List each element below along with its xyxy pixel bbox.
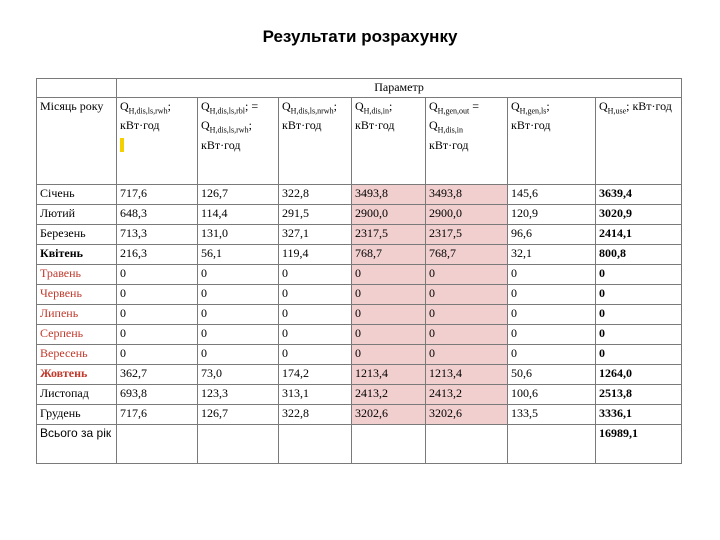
header-subscript: H,dis,in <box>437 125 464 135</box>
value-cell: 120,9 <box>508 205 596 225</box>
param-header: Параметр <box>117 79 682 98</box>
table-row <box>37 385 682 405</box>
table-row <box>37 345 682 365</box>
month-cell: Червень <box>37 285 117 305</box>
value-cell: 216,3 <box>117 245 198 265</box>
value-cell: 0 <box>279 285 352 305</box>
value-cell: 73,0 <box>198 365 279 385</box>
value-cell: 3202,6 <box>426 405 508 425</box>
col-header-q-dis-ls-rbl <box>198 98 279 185</box>
param-corner-cell <box>37 79 117 98</box>
value-cell: 50,6 <box>508 365 596 385</box>
value-cell: 768,7 <box>352 245 426 265</box>
value-cell: 0 <box>352 305 426 325</box>
header-subscript: H,gen,out <box>437 106 470 116</box>
value-cell: 713,3 <box>117 225 198 245</box>
value-cell: 0 <box>596 325 682 345</box>
value-cell: 2317,5 <box>426 225 508 245</box>
value-cell: 0 <box>352 265 426 285</box>
month-cell: Жовтень <box>37 365 117 385</box>
value-cell: 0 <box>508 325 596 345</box>
header-symbol: Q <box>355 99 364 113</box>
header-unit: ; кВт·год <box>626 99 672 113</box>
value-cell: 0 <box>426 285 508 305</box>
value-cell: 3202,6 <box>352 405 426 425</box>
value-cell: 800,8 <box>596 245 682 265</box>
value-cell: 56,1 <box>198 245 279 265</box>
value-cell: 0 <box>279 265 352 285</box>
marker-icon <box>120 138 124 152</box>
header-symbol: Q <box>282 99 291 113</box>
value-cell: 0 <box>198 305 279 325</box>
value-cell: 0 <box>352 345 426 365</box>
col-header-q-gen-ls <box>508 98 596 185</box>
value-cell: 322,8 <box>279 185 352 205</box>
value-cell: 2900,0 <box>426 205 508 225</box>
month-cell: Серпень <box>37 325 117 345</box>
value-cell: 174,2 <box>279 365 352 385</box>
value-cell: 2513,8 <box>596 385 682 405</box>
value-cell: 0 <box>352 325 426 345</box>
value-cell: 126,7 <box>198 185 279 205</box>
header-symbol: Q <box>429 99 438 113</box>
value-cell: 123,3 <box>198 385 279 405</box>
value-cell: 0 <box>279 305 352 325</box>
value-cell: 0 <box>198 325 279 345</box>
table-row <box>37 225 682 245</box>
month-cell: Липень <box>37 305 117 325</box>
table-row <box>37 245 682 265</box>
value-cell: 0 <box>117 345 198 365</box>
value-cell: 693,8 <box>117 385 198 405</box>
header-unit: кВт·год <box>429 137 469 152</box>
value-cell: 114,4 <box>198 205 279 225</box>
value-cell: 327,1 <box>279 225 352 245</box>
value-cell: 1213,4 <box>426 365 508 385</box>
total-label: Всього за рік <box>37 425 117 464</box>
table-row <box>37 325 682 345</box>
value-cell: 100,6 <box>508 385 596 405</box>
value-cell: 0 <box>508 265 596 285</box>
empty-cell <box>198 425 279 464</box>
value-cell: 0 <box>508 285 596 305</box>
header-symbol: Q <box>120 99 129 113</box>
empty-cell <box>426 425 508 464</box>
month-cell: Травень <box>37 265 117 285</box>
value-cell: 0 <box>117 325 198 345</box>
col-header-q-gen-out <box>426 98 508 185</box>
value-cell: 0 <box>596 285 682 305</box>
header-subscript: H,dis,in <box>363 106 390 116</box>
value-cell: 0 <box>198 265 279 285</box>
value-cell: 2413,2 <box>426 385 508 405</box>
header-unit: ; кВт·год <box>282 99 337 133</box>
header-unit: = Q <box>429 99 480 133</box>
page-title: Результати розрахунку <box>262 27 458 46</box>
header-unit: ; кВт·год <box>120 99 171 133</box>
value-cell: 768,7 <box>426 245 508 265</box>
value-cell: 145,6 <box>508 185 596 205</box>
header-symbol: Q <box>599 99 608 113</box>
value-cell: 0 <box>198 345 279 365</box>
value-cell: 0 <box>279 345 352 365</box>
table-row <box>37 305 682 325</box>
value-cell: 362,7 <box>117 365 198 385</box>
header-unit: ; кВт·год <box>355 99 395 133</box>
col-header-q-dis-ls-rwh <box>117 98 198 185</box>
total-row <box>37 425 682 464</box>
table-row <box>37 185 682 205</box>
value-cell: 0 <box>508 345 596 365</box>
results-table <box>36 78 682 464</box>
month-cell: Вересень <box>37 345 117 365</box>
value-cell: 0 <box>426 305 508 325</box>
column-header-row <box>37 98 682 185</box>
value-cell: 1264,0 <box>596 365 682 385</box>
value-cell: 96,6 <box>508 225 596 245</box>
month-cell: Березень <box>37 225 117 245</box>
value-cell: 32,1 <box>508 245 596 265</box>
header-symbol: Q <box>201 99 210 113</box>
value-cell: 126,7 <box>198 405 279 425</box>
value-cell: 717,6 <box>117 185 198 205</box>
total-value: 16989,1 <box>596 425 682 464</box>
value-cell: 291,5 <box>279 205 352 225</box>
table-row <box>37 265 682 285</box>
month-cell: Лютий <box>37 205 117 225</box>
value-cell: 131,0 <box>198 225 279 245</box>
value-cell: 3639,4 <box>596 185 682 205</box>
header-unit: ; кВт·год <box>511 99 551 133</box>
table-row <box>37 405 682 425</box>
value-cell: 0 <box>279 325 352 345</box>
value-cell: 0 <box>596 305 682 325</box>
header-subscript: H,dis,ls,rwh <box>209 125 249 135</box>
month-cell: Квітень <box>37 245 117 265</box>
header-subscript: H,gen,ls <box>519 106 547 116</box>
value-cell: 1213,4 <box>352 365 426 385</box>
col-header-q-use <box>596 98 682 185</box>
value-cell: 0 <box>426 265 508 285</box>
empty-cell <box>352 425 426 464</box>
value-cell: 0 <box>596 265 682 285</box>
empty-cell <box>117 425 198 464</box>
value-cell: 133,5 <box>508 405 596 425</box>
value-cell: 119,4 <box>279 245 352 265</box>
table-row <box>37 365 682 385</box>
month-cell: Листопад <box>37 385 117 405</box>
param-header-row <box>37 79 682 98</box>
value-cell: 0 <box>596 345 682 365</box>
value-cell: 0 <box>117 265 198 285</box>
value-cell: 0 <box>508 305 596 325</box>
value-cell: 0 <box>426 345 508 365</box>
table-row <box>37 205 682 225</box>
value-cell: 648,3 <box>117 205 198 225</box>
header-unit: ; кВт·год <box>201 118 252 152</box>
empty-cell <box>279 425 352 464</box>
value-cell: 0 <box>352 285 426 305</box>
month-cell: Грудень <box>37 405 117 425</box>
value-cell: 0 <box>117 305 198 325</box>
table-row <box>37 285 682 305</box>
header-subscript: H,dis,ls,nrwh <box>290 106 334 116</box>
value-cell: 3336,1 <box>596 405 682 425</box>
header-subscript: H,dis,ls,rbl <box>209 106 246 116</box>
header-subscript: H,use <box>607 106 627 116</box>
value-cell: 322,8 <box>279 405 352 425</box>
header-unit: ; = Q <box>201 99 259 133</box>
value-cell: 2900,0 <box>352 205 426 225</box>
month-header: Місяць року <box>37 98 117 185</box>
value-cell: 3020,9 <box>596 205 682 225</box>
value-cell: 3493,8 <box>426 185 508 205</box>
col-header-q-dis-ls-nrwh <box>279 98 352 185</box>
value-cell: 0 <box>426 325 508 345</box>
value-cell: 313,1 <box>279 385 352 405</box>
col-header-q-dis-in <box>352 98 426 185</box>
value-cell: 0 <box>198 285 279 305</box>
value-cell: 3493,8 <box>352 185 426 205</box>
value-cell: 2413,2 <box>352 385 426 405</box>
month-cell: Січень <box>37 185 117 205</box>
value-cell: 0 <box>117 285 198 305</box>
value-cell: 2317,5 <box>352 225 426 245</box>
value-cell: 717,6 <box>117 405 198 425</box>
header-subscript: H,dis,ls,rwh <box>128 106 168 116</box>
header-symbol: Q <box>511 99 520 113</box>
empty-cell <box>508 425 596 464</box>
value-cell: 2414,1 <box>596 225 682 245</box>
